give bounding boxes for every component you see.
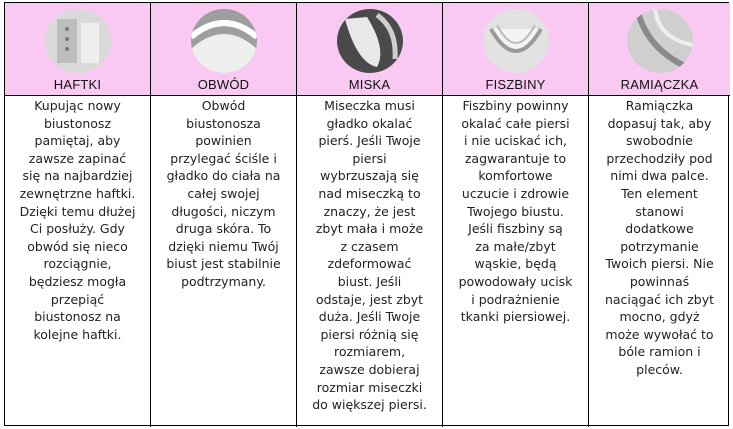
band-photo-icon <box>191 9 257 73</box>
text-line: z czasem <box>340 238 399 254</box>
straps-photo-icon <box>627 9 693 73</box>
text-line: Jeśli fiszbiny są <box>468 221 563 237</box>
text-line: rozmiar miseczki <box>316 379 423 395</box>
text-line: i podrażnienie <box>471 291 560 307</box>
text-line: powinnaś <box>629 273 690 289</box>
text-line: komfortowe <box>478 168 553 184</box>
text-line: kolejne haftki. <box>33 326 122 342</box>
text-line: potrzymanie <box>620 238 699 254</box>
text-line: biust jest stabilnie <box>166 256 281 272</box>
text-line: naciągać ich zbyt <box>604 291 715 307</box>
column-text <box>5 96 150 343</box>
body-cell-ramiaczka <box>589 96 730 427</box>
cup-photo-icon <box>337 9 403 73</box>
column-text <box>151 96 296 291</box>
text-line: zagwarantuje to <box>464 150 567 166</box>
bra-fitting-table <box>4 2 729 426</box>
text-line: przylegać ściśle i <box>170 150 277 166</box>
text-line: biustonosza <box>186 115 261 131</box>
text-line: uczucie i zdrowie <box>461 185 570 201</box>
text-line: i nie uciskać ich, <box>463 133 568 149</box>
text-line: swobodnie <box>626 133 693 149</box>
text-line: Ten element <box>621 185 698 201</box>
text-line: pierś. Jeśli Twoje <box>318 133 421 149</box>
text-line: biust. Jeśli <box>337 273 402 289</box>
text-line: Obwód <box>201 98 246 113</box>
text-line: wąskie, będą <box>474 256 557 272</box>
text-line: okalać całe piersi <box>461 115 570 131</box>
text-line: się na najbardziej <box>22 168 133 184</box>
text-line: będziesz mogła <box>28 273 127 289</box>
text-line: za małe/zbyt <box>475 238 556 254</box>
text-line: bóle ramion i <box>618 344 701 360</box>
text-line: znaczy, że jest <box>323 203 416 219</box>
text-line: dodatkowe <box>625 221 694 237</box>
text-line: do większej piersi. <box>312 397 427 413</box>
column-text <box>589 96 730 379</box>
text-line: całej swojej <box>187 185 260 201</box>
column-header-label: OBWÓD <box>197 77 250 92</box>
underwire-photo-icon <box>483 9 549 73</box>
text-line: gładko okalać <box>326 115 413 131</box>
text-line: wybrzuszają się <box>320 168 419 184</box>
text-line: Twoich piersi. Nie <box>605 256 714 272</box>
text-line: gładko do ciała na <box>166 168 281 184</box>
text-line: powinien <box>195 133 252 149</box>
text-line: nad miseczką to <box>318 185 421 201</box>
text-line: rozciągnie, <box>43 256 112 272</box>
header-cell-haftki <box>5 3 151 96</box>
column-header-label: RAMIĄCZKA <box>620 77 699 92</box>
header-cell-obwod <box>151 3 297 96</box>
text-line: pamiętaj, aby <box>34 133 121 149</box>
column-header-label: HAFTKI <box>53 77 102 92</box>
text-line: Dzięki temu dłużej <box>19 203 136 219</box>
text-line: dopasuj tak, aby <box>607 115 712 131</box>
text-line: odstaje, jest zbyt <box>315 291 424 307</box>
text-line: zawsze zapinać <box>28 150 127 166</box>
text-line: druga skóra. To <box>175 221 272 237</box>
header-cell-miska <box>297 3 443 96</box>
text-line: może wywołać to <box>605 326 714 342</box>
column-text <box>443 96 588 326</box>
text-line: biustonosz na <box>34 309 121 325</box>
body-cell-fiszbiny <box>443 96 589 427</box>
text-line: przechodziły pod <box>606 150 713 166</box>
text-line: długości, niczym <box>171 203 276 219</box>
body-cell-miska <box>297 96 443 427</box>
text-line: zdeformować <box>327 256 412 272</box>
text-line: Ramiączka <box>625 98 694 113</box>
column-text <box>297 96 442 414</box>
text-line: pleców. <box>636 361 683 377</box>
hooks-photo-icon <box>45 9 111 73</box>
text-line: podtrzymany. <box>181 273 266 289</box>
text-line: nimi dwa palce. <box>610 168 709 184</box>
text-line: stanowi <box>635 203 684 219</box>
column-header-label: MISKA <box>348 77 391 92</box>
text-line: Miseczka musi <box>324 98 415 113</box>
text-line: rozmiarem, <box>333 344 406 360</box>
text-line: Ci posłuży. Gdy <box>30 221 125 237</box>
text-line: Twojego biustu. <box>467 203 564 219</box>
text-line: Fiszbiny powinny <box>462 98 569 113</box>
text-line: zbyt mała i może <box>315 221 424 237</box>
text-line: zawsze dobieraj <box>319 361 420 377</box>
text-line: piersi <box>352 150 387 166</box>
text-line: Kupując nowy <box>34 98 121 113</box>
text-line: piersi różnią się <box>320 326 419 342</box>
text-line: biustonosz <box>43 115 112 131</box>
text-line: zewnętrzne haftki. <box>19 185 136 201</box>
text-line: przepiąć <box>50 291 105 307</box>
text-line: duża. Jeśli Twoje <box>318 309 421 325</box>
header-cell-fiszbiny <box>443 3 589 96</box>
text-line: dzięki niemu Twój <box>168 238 279 254</box>
body-cell-haftki <box>5 96 151 427</box>
body-cell-obwod <box>151 96 297 427</box>
text-line: mocno, gdyż <box>619 309 700 325</box>
text-line: powodowały ucisk <box>458 273 573 289</box>
header-cell-ramiaczka <box>589 3 730 96</box>
text-line: tkanki piersiowej. <box>460 309 571 325</box>
text-line: obwód się nieco <box>27 238 128 254</box>
column-header-label: FISZBINY <box>485 77 546 92</box>
